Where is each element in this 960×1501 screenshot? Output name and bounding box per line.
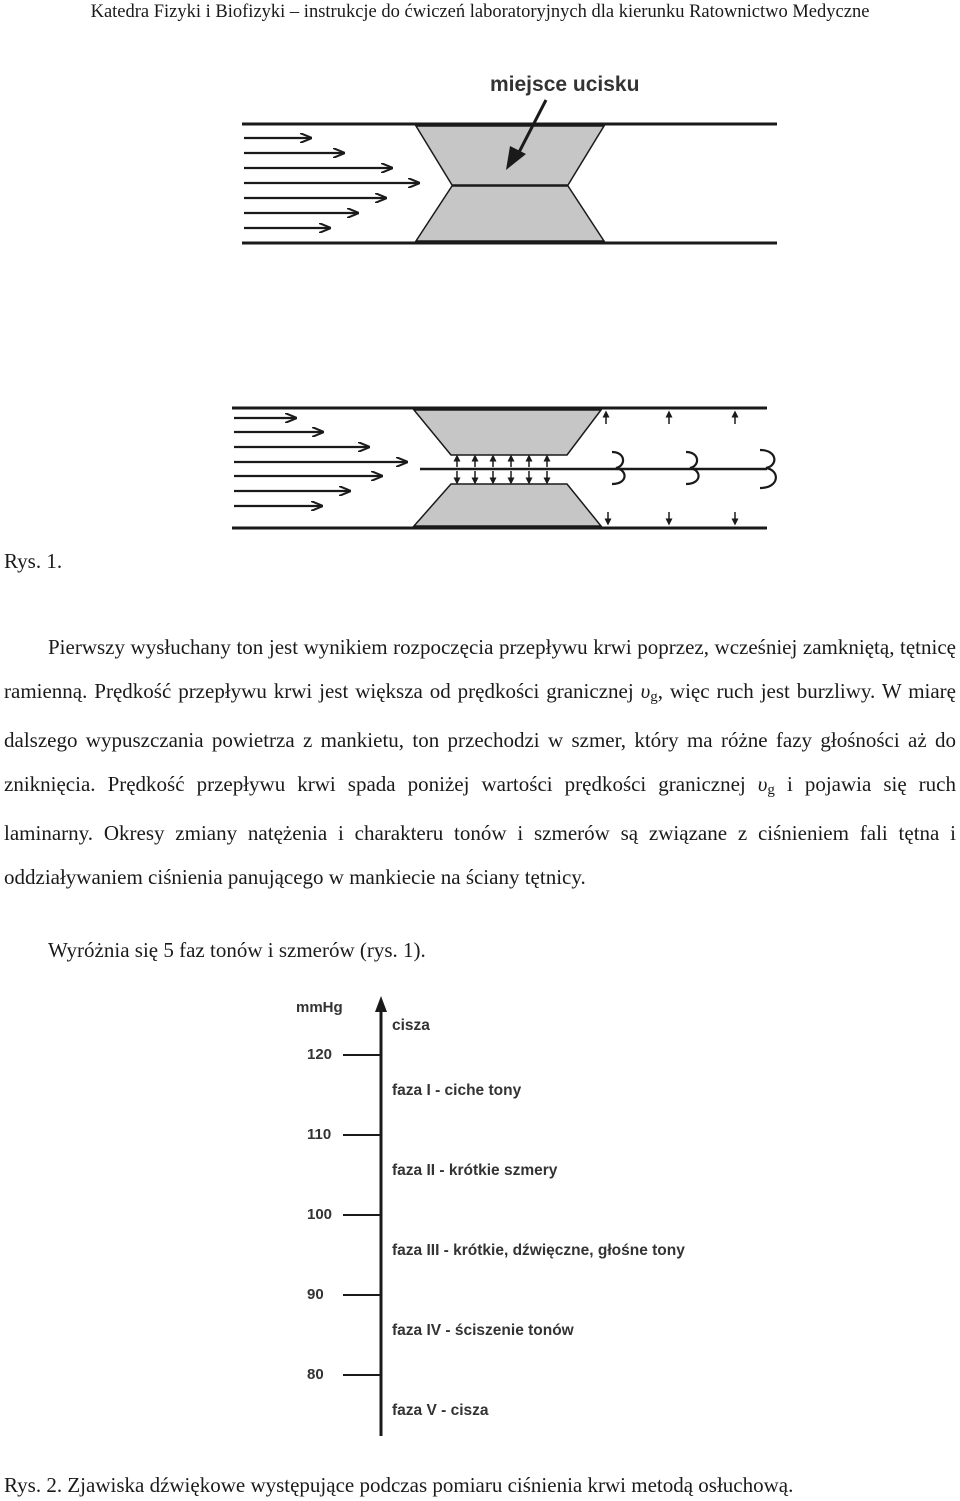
- lower-diagram: [232, 408, 776, 528]
- pressure-point-label: miejsce ucisku: [490, 73, 640, 96]
- phase-label-0: cisza: [392, 1017, 430, 1034]
- paragraph-text-3: i pojawia się ruch laminarny. Okresy zmiany natężenia i charakteru tonów i szmerów są związane z ciśnieniem fali tętna i oddziaływaniem ciśnienia panującego w mankiecie na ściany tętnicy.: [4, 771, 956, 889]
- tick-label-80: 80: [307, 1366, 324, 1383]
- figure-2-caption: Rys. 2. Zjawiska dźwiękowe występujące podczas pomiaru ciśnienia krwi metodą osłuchową.: [4, 1473, 794, 1497]
- phases-intro: Wyróżnia się 5 faz tonów i szmerów (rys. 1).: [48, 938, 426, 962]
- velocity-subscript: g: [650, 688, 658, 705]
- flow-arrows-upper: [244, 138, 419, 228]
- unit-label: mmHg: [296, 999, 343, 1016]
- velocity-symbol-2: υ: [757, 771, 768, 796]
- phase-label-4: faza IV - ściszenie tonów: [392, 1322, 574, 1339]
- figure-1-caption: Rys. 1.: [4, 549, 63, 573]
- phase-label-5: faza V - cisza: [392, 1402, 489, 1419]
- phase-label-2: faza II - krótkie szmery: [392, 1162, 558, 1179]
- figure-1-artery-diagram: [0, 0, 960, 540]
- phase-label-1: faza I - ciche tony: [392, 1082, 522, 1099]
- flow-arrows-lower: [234, 418, 407, 506]
- velocity-subscript-2: g: [767, 781, 775, 798]
- tick-label-100: 100: [307, 1206, 333, 1223]
- phase-label-3: faza III - krótkie, dźwięczne, głośne tony: [392, 1242, 685, 1259]
- body-paragraph: [4, 626, 956, 899]
- paragraph-text-2: , więc ruch jest burzliwy. W miarę dalszego wypuszczania powietrza z mankietu, ton przechodzi w szmer, który ma różne fazy głośności aż do zniknięcia. Prędkość przepływu krwi spada poniżej wartości prędkości granicznej: [4, 678, 956, 796]
- tick-label-120: 120: [307, 1046, 333, 1063]
- page-header: Katedra Fizyki i Biofizyki – instrukcje do ćwiczeń laboratoryjnych dla kierunku Ratownictwo Medyczne: [90, 2, 870, 22]
- tick-label-90: 90: [307, 1286, 324, 1303]
- upper-diagram: [242, 100, 777, 243]
- scale-ticks: [343, 1055, 381, 1375]
- paragraph-text-1: Pierwszy wysłuchany ton jest wynikiem rozpoczęcia przepływu krwi poprzez, wcześniej zamkniętą, tętnicę ramienną. Prędkość przepływu krwi jest większa od prędkości granicznej: [4, 635, 956, 703]
- velocity-symbol: υ: [640, 678, 651, 703]
- tick-label-110: 110: [307, 1126, 332, 1143]
